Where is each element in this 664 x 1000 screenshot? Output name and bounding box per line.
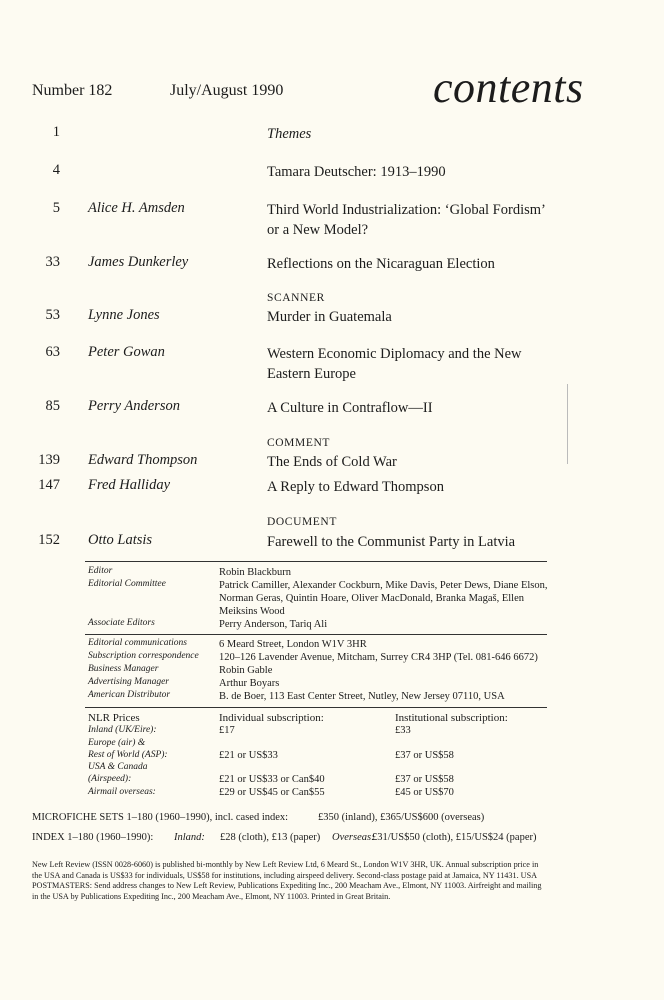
index-label: INDEX 1–180 (1960–1990):	[32, 832, 154, 843]
credit-label: Editorial Committee	[88, 579, 166, 589]
toc-title: A Reply to Edward Thompson	[267, 479, 444, 495]
toc-title: The Ends of Cold War	[267, 454, 397, 470]
toc-page-number: 63	[45, 344, 60, 360]
credit-label: Advertising Manager	[88, 677, 170, 687]
toc-author: Perry Anderson	[88, 398, 180, 414]
toc-author: Fred Halliday	[88, 477, 171, 493]
institutional-price: £33	[395, 725, 411, 736]
credit-label: Subscription correspondence	[88, 651, 199, 661]
toc-page-number: 33	[45, 254, 60, 270]
institutional-header: Institutional subscription:	[395, 712, 508, 724]
toc-title: Tamara Deutscher: 1913–1990	[267, 164, 446, 180]
index-inland-label: Inland:	[174, 832, 205, 843]
credit-value: 120–126 Lavender Avenue, Mitcham, Surrey CR4 3HP (Tel. 081-646 6672)	[219, 652, 538, 663]
toc-page-number: 1	[52, 124, 60, 140]
credit-label: Associate Editors	[88, 618, 155, 628]
institutional-price: £37 or US$58	[395, 750, 454, 761]
index-inland-price: £28 (cloth), £13 (paper)	[220, 832, 321, 843]
toc-author: Otto Latsis	[88, 532, 153, 548]
prices-title: NLR Prices	[88, 712, 140, 724]
price-label: Rest of World (ASP):	[88, 750, 168, 760]
toc-page-number: 5	[52, 200, 60, 216]
price-label: Airmail overseas:	[88, 787, 156, 797]
toc-title: Western Economic Diplomacy and the New Eastern Europe	[267, 346, 522, 382]
price-label: Europe (air) &	[88, 738, 146, 748]
toc-author: Edward Thompson	[88, 452, 198, 468]
credit-label: Business Manager	[88, 664, 159, 674]
page-title: contents	[433, 63, 584, 112]
divider	[85, 707, 547, 708]
toc-page-number: 4	[52, 162, 60, 178]
credit-value: Arthur Boyars	[219, 678, 280, 689]
toc-title: Murder in Guatemala	[267, 309, 392, 325]
toc-page-number: 139	[38, 452, 60, 468]
toc-author: Lynne Jones	[88, 307, 160, 323]
credit-value: 6 Meard Street, London W1V 3HR	[219, 639, 367, 650]
price-label: USA & Canada	[88, 762, 148, 772]
toc-title: A Culture in Contraflow—II	[267, 400, 433, 416]
price-label: (Airspeed):	[88, 774, 132, 784]
index-overseas-label: Overseas:	[332, 832, 375, 843]
toc-author: James Dunkerley	[88, 254, 189, 270]
publication-footnote: New Left Review (ISSN 0028-6060) is published bi-monthly by New Left Review Ltd, 6 Meard St., London W1V 3HR, UK. Annual subscription price in the USA and Canada is US$33 for individuals, US$58 for institutions, including airspeed delivery. Second-class postage paid at Jamaica, NY 11431. USA POSTMASTERS: Send address changes to New Left Review, Publications Expediting Inc., 200 Meacham Ave., Elmont, NY 11003. Airfreight and mailing in the USA by Publications Expediting Inc., 200 Meacham Ave., Elmont, NY 11003. Printed in Great Britain.	[32, 860, 542, 901]
section-label-comment: COMMENT	[267, 437, 330, 449]
institutional-price: £37 or US$58	[395, 774, 454, 785]
institutional-price: £45 or US$70	[395, 787, 454, 798]
individual-price: £29 or US$45 or Can$55	[219, 787, 325, 798]
divider	[85, 561, 547, 562]
price-label: Inland (UK/Eire):	[88, 725, 157, 735]
credit-value: Robin Gable	[219, 665, 273, 676]
toc-title: Reflections on the Nicaraguan Election	[267, 256, 495, 272]
credit-value: Robin Blackburn	[219, 567, 292, 578]
toc-page-number: 85	[45, 398, 60, 414]
microfiche-price: £350 (inland), £365/US$600 (overseas)	[318, 812, 485, 823]
margin-rule	[567, 384, 568, 464]
toc-author: Peter Gowan	[88, 344, 165, 360]
issue-date: July/August 1990	[170, 82, 284, 99]
section-label-document: DOCUMENT	[267, 516, 337, 528]
credit-value: B. de Boer, 113 East Center Street, Nutley, New Jersey 07110, USA	[219, 691, 505, 702]
toc-page-number: 152	[38, 532, 60, 548]
individual-price: £17	[219, 725, 235, 736]
toc-author: Alice H. Amsden	[88, 200, 185, 216]
individual-price: £21 or US$33 or Can$40	[219, 774, 325, 785]
credit-value: Perry Anderson, Tariq Ali	[219, 619, 328, 630]
toc-page-number: 147	[38, 477, 60, 493]
microfiche-label: MICROFICHE SETS 1–180 (1960–1990), incl. cased index:	[32, 812, 289, 823]
credit-value: Patrick Camiller, Alexander Cockburn, Mike Davis, Peter Dews, Diane Elson, Norman Geras, Quintin Hoare, Oliver MacDonald, Branka Magaš, Ellen Meiksins Wood	[219, 580, 548, 617]
credit-label: Editor	[88, 566, 113, 576]
index-overseas-price: £31/US$50 (cloth), £15/US$24 (paper)	[372, 832, 537, 843]
individual-price: £21 or US$33	[219, 750, 278, 761]
section-label-scanner: SCANNER	[267, 292, 325, 304]
credit-label: American Distributor	[88, 690, 171, 700]
divider	[85, 634, 547, 635]
toc-title: Third World Industrialization: ‘Global Fordism’ or a New Model?	[267, 202, 545, 238]
toc-title: Themes	[267, 126, 312, 142]
toc-page-number: 53	[45, 307, 60, 323]
toc-title: Farewell to the Communist Party in Latvia	[267, 534, 516, 550]
individual-header: Individual subscription:	[219, 712, 324, 724]
credit-label: Editorial communications	[88, 638, 187, 648]
issue-number: Number 182	[32, 82, 113, 99]
